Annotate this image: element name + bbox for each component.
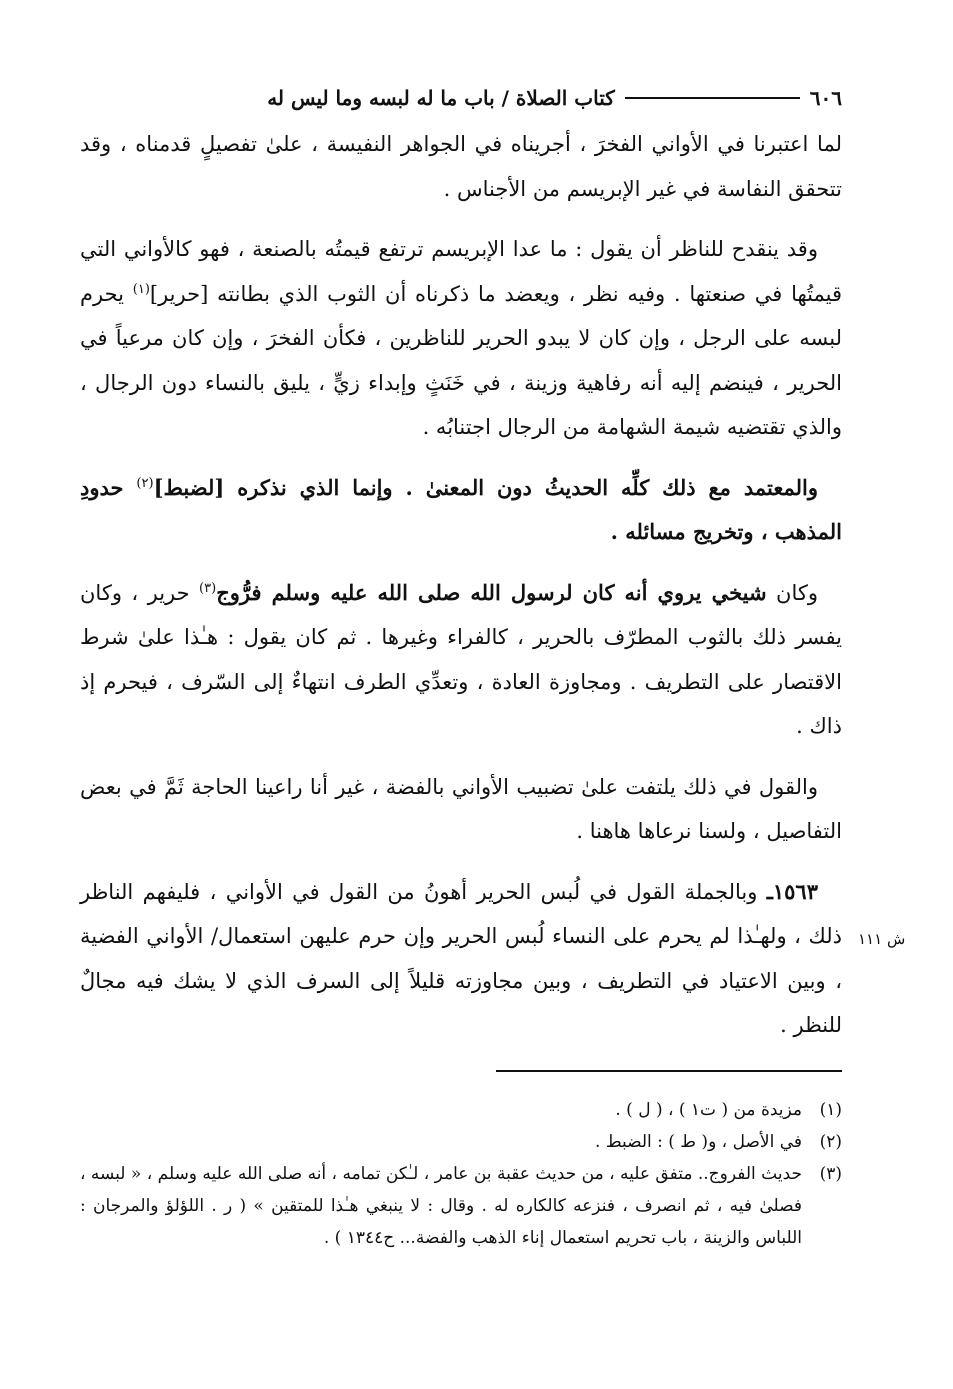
text-run: لما اعتبرنا في الأواني الفخرَ ، أجريناه في الجواهر النفيسة ، علىٰ تفصيلٍ قدمناه ، وقد تتحقق النفاسة في غير الإبريسم من الأجناس . <box>80 132 842 201</box>
footnote-rule <box>496 1070 842 1072</box>
footnote-text: في الأصل ، و( ط ) : الضبط . <box>595 1132 802 1152</box>
item-number: ١٥٦٣ـ <box>766 878 818 904</box>
running-title: كتاب الصلاة / باب ما له لبسه وما ليس له <box>267 86 615 110</box>
text-run: يحرم لبسه على الرجل ، وإن كان لا يبدو الحرير للناظرين ، فكأن الفخرَ ، وإن كان مرعياً في الحرير ، فينضم إليه أنه رفاهية وزينة ، في خَنَثٍ وإبداء زيٍّ ، يليق بالنساء دون الرجال ، والذي تقتضيه شيمة الشهامة من الرجال اجتنابُه . <box>80 281 842 439</box>
footnote-text: مزيدة من ( ت١ ) ، ( ل ) . <box>615 1100 802 1120</box>
text-run: حدودِ المذهب ، وتخريج مسائله . <box>80 474 842 544</box>
footnote <box>80 1126 842 1158</box>
text-run: والمعتمد مع ذلك كلِّه الحديثُ دون المعنىٰ . وإنما الذي نذكره [لضبط] <box>153 474 818 500</box>
footnote-number: (١) <box>819 1100 842 1120</box>
footnote-number: (٢) <box>819 1132 842 1152</box>
paragraph <box>80 571 842 749</box>
text-run: وكان <box>766 580 819 605</box>
text-run: والقول في ذلك يلتفت علىٰ تضبيب الأواني بالفضة ، غير أنا راعينا الحاجة ثَمَّ في بعض التفاصيل ، ولسنا نرعاها هاهنا . <box>80 774 842 843</box>
footnote-ref: (٣) <box>199 580 217 596</box>
text-run: شيخي يروي أنه كان لرسول الله صلى الله عليه وسلم فرُّوج <box>216 579 767 605</box>
text-run: وقد ينقدح للناظر أن يقول : ما عدا الإبريسم ترتفع قيمتُه بالصنعة ، فهو كالأواني التي قيمتُها في صنعتها . وفيه نظر ، ويعضد ما ذكرناه أن الثوب الذي بطانته [حرير] <box>80 237 843 306</box>
paragraph <box>80 765 842 854</box>
paragraph <box>80 227 842 450</box>
footnote-ref: (٢) <box>136 475 154 491</box>
text-run: وبالجملة القول في لُبس الحرير أهونُ من القول في الأواني ، فليفهم الناظر ذلك ، ولهـٰذا لم يحرم على النساء لُبس الحرير وإن حرم عليهن استعمال/ الأواني الفضية ، وبين الاعتياد في التطريف ، وبين مجاوزته قليلاً إلى السرف الذي لا يشك فيه مجالٌ للنظر . <box>80 879 842 1037</box>
page-number: ٦٠٦ <box>809 86 842 110</box>
footnote <box>80 1094 842 1126</box>
footnote-ref: (١) <box>132 281 150 297</box>
footnotes <box>80 1094 842 1254</box>
footnote-text: حديث الفروج.. متفق عليه ، من حديث عقبة بن عامر ، لـٰكن تمامه ، أنه صلى الله عليه وسلم ، « لبسه ، فصلىٰ فيه ، ثم انصرف ، فنزعه كالكاره له . وقال : لا ينبغي هـٰذا للمتقين » ( ر . اللؤلؤ والمرجان : اللباس والزينة ، باب تحريم استعمال إناء الذهب والفضة... ح١٣٤٤ ) . <box>80 1164 802 1248</box>
footnote-number: (٣) <box>819 1164 842 1184</box>
paragraph <box>80 870 842 1048</box>
body-text <box>80 122 842 1064</box>
paragraph <box>80 122 842 211</box>
paragraph <box>80 466 842 555</box>
footnote <box>80 1158 842 1254</box>
page-header <box>80 78 842 118</box>
text-run: حرير ، وكان يفسر ذلك بالثوب المطرّف بالحرير ، كالفراء وغيرها . ثم كان يقول : هـٰذا علىٰ شرط الاقتصار على التطريف . ومجاوزة العادة ، وتعدِّي الطرف انتهاءٌ إلى السّرف ، فيحرم إذ ذاك . <box>80 580 842 738</box>
header-rule <box>625 97 800 99</box>
margin-note: ش ١١١ <box>858 930 906 948</box>
